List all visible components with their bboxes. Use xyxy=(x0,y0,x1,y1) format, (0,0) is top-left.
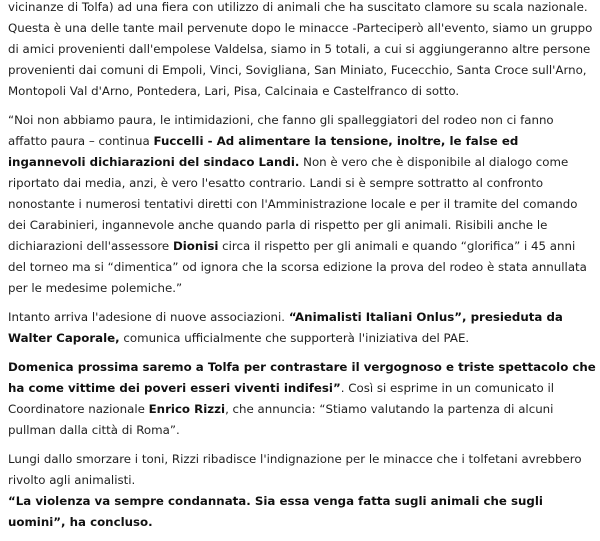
paragraph-6-bold: “La violenza va sempre condannata. Sia essa venga fatta sugli animali che sugli uomini”, ha concluso. xyxy=(8,494,543,529)
paragraph-2-text-2: Non è vero che è disponibile al dialogo come riportato dai media, anzi, è vero l'esatto contrario. Landi si è sempre sottratto al confronto nonostante i numerosi tentativi diretti con l'Amministrazione locale e per il tramite del comando dei Carabinieri, ingannevole anche quando parla di rispetto per gli animali. Risibili anche le dichiarazioni dell'assessore xyxy=(8,155,578,253)
paragraph-5 xyxy=(8,449,596,491)
paragraph-4-bold-1: Domenica prossima saremo a Tolfa per contrastare il vergognoso e triste spettacolo che ha come vittime dei poveri esseri viventi indifesi” xyxy=(8,360,596,395)
paragraph-3-bold-1: “Animalisti Italiani Onlus”, presieduta da Walter Caporale, xyxy=(8,310,563,345)
article-body xyxy=(8,0,596,541)
paragraph-1 xyxy=(8,0,596,102)
paragraph-2-bold-1: Fuccelli - Ad alimentare la tensione, inoltre, le false ed ingannevoli dichiarazioni del sindaco Landi. xyxy=(8,134,519,169)
paragraph-2-text-1: “Noi non abbiamo paura, le intimidazioni, che fanno gli spalleggiatori del rodeo non ci fanno affatto paura – continua xyxy=(8,113,554,148)
paragraph-4 xyxy=(8,357,596,441)
paragraph-4-text-2: , che annuncia: “Stiamo valutando la partenza di alcuni pullman dalla città di Roma”. xyxy=(8,402,554,437)
paragraph-1-text: vicinanze di Tolfa) ad una fiera con utilizzo di animali che ha suscitato clamore su scala nazionale. Questa è una delle tante mail pervenute dopo le minacce -Parteciperò all'evento, siamo un gruppo di amici provenienti dall'empolese Valdelsa, siamo in 5 totali, a cui si aggiungeranno altre persone provenienti dai comuni di Empoli, Vinci, Sovigliana, San Miniato, Fucecchio, Santa Croce sull'Arno, Montopoli Val d'Arno, Pontedera, Lari, Pisa, Calcinaia e Castelfranco di sotto. xyxy=(8,0,593,98)
paragraph-5-text: Lungi dallo smorzare i toni, Rizzi ribadisce l'indignazione per le minacce che i tolfetani avrebbero rivolto agli animalisti. xyxy=(8,452,582,487)
paragraph-4-text-1: . Così si esprime in un comunicato il Coordinatore nazionale xyxy=(8,381,555,416)
paragraph-2-text-3: circa il rispetto per gli animali e quando “glorifica” i 45 anni del torneo ma si “dimentica” od ignora che la scorsa edizione la prova del rodeo è stata annullata per le medesime polemiche.” xyxy=(8,239,587,295)
paragraph-6 xyxy=(8,491,596,533)
paragraph-4-bold-2: Enrico Rizzi xyxy=(148,402,226,416)
paragraph-3 xyxy=(8,307,596,349)
paragraph-2 xyxy=(8,110,596,299)
paragraph-3-text-2: comunica ufficialmente che supporterà l'iniziativa del PAE. xyxy=(119,331,470,345)
paragraph-3-text-1: Intanto arriva l'adesione di nuove associazioni. xyxy=(8,310,289,324)
paragraph-2-bold-2: Dionisi xyxy=(172,239,219,253)
